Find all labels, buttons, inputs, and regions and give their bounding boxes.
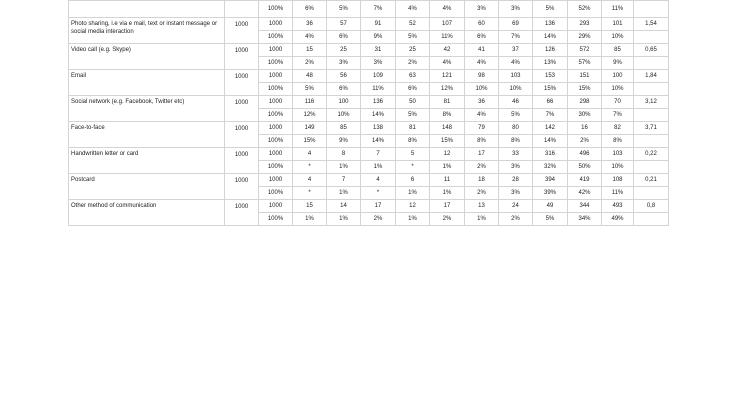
percent-cell — [634, 31, 669, 44]
count-cell: 126 — [533, 44, 568, 57]
percent-cell: 5% — [327, 1, 361, 18]
row-label: Face-to-face — [69, 122, 225, 148]
count-cell: 13 — [465, 200, 499, 213]
table-row — [69, 44, 669, 57]
percent-cell: 1% — [430, 161, 465, 174]
percent-cell: 15% — [533, 83, 568, 96]
percent-cell: 1% — [396, 213, 430, 226]
count-cell: 148 — [430, 122, 465, 135]
percent-cell: 1% — [396, 187, 430, 200]
percent-cell: 4% — [430, 57, 465, 70]
count-cell: 149 — [293, 122, 327, 135]
row-base: 1000 — [225, 70, 259, 96]
count-cell: 36 — [293, 18, 327, 31]
count-cell: 1000 — [259, 18, 293, 31]
count-cell: 7 — [327, 174, 361, 187]
table-row — [69, 148, 669, 161]
count-cell: 109 — [361, 70, 396, 83]
count-cell: 17 — [430, 200, 465, 213]
count-cell: 33 — [499, 148, 533, 161]
count-cell: 49 — [533, 200, 568, 213]
count-cell: 100 — [327, 96, 361, 109]
percent-cell: 14% — [533, 135, 568, 148]
count-cell: 82 — [602, 122, 634, 135]
count-cell: 0,8 — [634, 200, 669, 213]
count-cell: 18 — [465, 174, 499, 187]
count-cell: 63 — [396, 70, 430, 83]
percent-cell: 7% — [499, 31, 533, 44]
percent-cell: 6% — [327, 83, 361, 96]
count-cell: 14 — [327, 200, 361, 213]
row-base: 1000 — [225, 148, 259, 174]
count-cell: 394 — [533, 174, 568, 187]
row-base: 1000 — [225, 122, 259, 148]
percent-cell: 4% — [293, 31, 327, 44]
count-cell: 108 — [602, 174, 634, 187]
percent-cell: 4% — [430, 1, 465, 18]
count-cell: 66 — [533, 96, 568, 109]
count-cell: 25 — [327, 44, 361, 57]
percent-cell: 2% — [293, 57, 327, 70]
row-label: Postcard — [69, 174, 225, 200]
count-cell: 138 — [361, 122, 396, 135]
count-cell: 15 — [293, 200, 327, 213]
count-cell: 98 — [465, 70, 499, 83]
percent-cell: 6% — [327, 31, 361, 44]
percent-cell: 8% — [499, 135, 533, 148]
percent-cell: 11% — [602, 187, 634, 200]
percent-cell: 11% — [361, 83, 396, 96]
percent-cell: 14% — [361, 135, 396, 148]
count-cell: 151 — [568, 70, 602, 83]
percent-cell — [634, 187, 669, 200]
table-row — [69, 122, 669, 135]
row-base: 1000 — [225, 18, 259, 44]
count-cell: 81 — [430, 96, 465, 109]
count-cell: 16 — [568, 122, 602, 135]
percent-cell: 1% — [327, 213, 361, 226]
percent-cell: 7% — [361, 1, 396, 18]
count-cell: 4 — [293, 148, 327, 161]
count-cell: 17 — [465, 148, 499, 161]
count-cell: 56 — [327, 70, 361, 83]
percent-cell: * — [293, 161, 327, 174]
percent-cell: 2% — [361, 213, 396, 226]
percent-cell — [634, 135, 669, 148]
table-row-partial — [69, 1, 669, 18]
count-cell: 11 — [430, 174, 465, 187]
count-cell: 70 — [602, 96, 634, 109]
row-base — [225, 1, 259, 18]
count-cell: 1,84 — [634, 70, 669, 83]
count-cell: 25 — [396, 44, 430, 57]
percent-cell: 52% — [568, 1, 602, 18]
percent-cell: 3% — [499, 161, 533, 174]
count-cell: 79 — [465, 122, 499, 135]
percent-cell: 3% — [465, 1, 499, 18]
percent-cell: 9% — [361, 31, 396, 44]
percent-cell: 42% — [568, 187, 602, 200]
percent-cell: 3% — [499, 187, 533, 200]
percent-cell: 100% — [259, 57, 293, 70]
count-cell: 3,71 — [634, 122, 669, 135]
percent-cell: 2% — [465, 187, 499, 200]
count-cell: 1000 — [259, 122, 293, 135]
percent-cell: 9% — [327, 135, 361, 148]
percent-cell: * — [396, 161, 430, 174]
percent-cell: 8% — [602, 135, 634, 148]
count-cell: 31 — [361, 44, 396, 57]
percent-cell: 39% — [533, 187, 568, 200]
table-row — [69, 174, 669, 187]
percent-cell: 1% — [430, 187, 465, 200]
percent-cell: 10% — [327, 109, 361, 122]
count-cell: 419 — [568, 174, 602, 187]
table-row — [69, 18, 669, 31]
percent-cell — [634, 213, 669, 226]
percent-cell: 1% — [327, 161, 361, 174]
percent-cell: 7% — [602, 109, 634, 122]
percent-cell: 34% — [568, 213, 602, 226]
percent-cell: * — [293, 187, 327, 200]
row-base: 1000 — [225, 200, 259, 226]
percent-cell: 30% — [568, 109, 602, 122]
percent-cell: 11% — [602, 1, 634, 18]
percent-cell: 10% — [465, 83, 499, 96]
count-cell: 0,22 — [634, 148, 669, 161]
percent-cell: 32% — [533, 161, 568, 174]
percent-cell: 14% — [533, 31, 568, 44]
percent-cell: 14% — [361, 109, 396, 122]
count-cell: 121 — [430, 70, 465, 83]
percent-cell: 49% — [602, 213, 634, 226]
percent-cell — [634, 161, 669, 174]
count-cell: 1000 — [259, 70, 293, 83]
count-cell: 101 — [602, 18, 634, 31]
percent-cell — [634, 83, 669, 96]
count-cell: 344 — [568, 200, 602, 213]
count-cell: 0,65 — [634, 44, 669, 57]
percent-cell: 1% — [361, 161, 396, 174]
row-label: Video call (e.g. Skype) — [69, 44, 225, 70]
row-label — [69, 1, 225, 18]
count-cell: 28 — [499, 174, 533, 187]
percent-cell: 5% — [499, 109, 533, 122]
percent-cell: 4% — [465, 109, 499, 122]
count-cell: 41 — [465, 44, 499, 57]
percent-cell: 100% — [259, 187, 293, 200]
percent-cell: 100% — [259, 109, 293, 122]
count-cell: 57 — [327, 18, 361, 31]
percent-cell: 8% — [465, 135, 499, 148]
percent-cell: 2% — [499, 213, 533, 226]
percent-cell: 50% — [568, 161, 602, 174]
row-label: Handwritten letter or card — [69, 148, 225, 174]
percent-cell: 6% — [293, 1, 327, 18]
count-cell: 493 — [602, 200, 634, 213]
percent-cell: 2% — [465, 161, 499, 174]
count-cell: 4 — [293, 174, 327, 187]
percent-cell: 2% — [568, 135, 602, 148]
percent-cell: 2% — [430, 213, 465, 226]
percent-cell: 15% — [568, 83, 602, 96]
percent-cell: 8% — [396, 135, 430, 148]
percent-cell: 100% — [259, 31, 293, 44]
percent-cell: 4% — [499, 57, 533, 70]
count-cell: 7 — [361, 148, 396, 161]
percent-cell: 4% — [465, 57, 499, 70]
percent-cell — [634, 57, 669, 70]
percent-cell: 5% — [533, 1, 568, 18]
count-cell: 1000 — [259, 174, 293, 187]
percent-cell: 100% — [259, 135, 293, 148]
percent-cell: 100% — [259, 161, 293, 174]
count-cell: 298 — [568, 96, 602, 109]
percent-cell: 57% — [568, 57, 602, 70]
count-cell: 48 — [293, 70, 327, 83]
count-cell: 24 — [499, 200, 533, 213]
count-cell: 17 — [361, 200, 396, 213]
count-cell: 85 — [327, 122, 361, 135]
table-row — [69, 200, 669, 213]
count-cell: 81 — [396, 122, 430, 135]
percent-cell: 100% — [259, 1, 293, 18]
count-cell: 136 — [533, 18, 568, 31]
count-cell: 142 — [533, 122, 568, 135]
row-label: Email — [69, 70, 225, 96]
percent-cell: 2% — [396, 57, 430, 70]
percent-cell: 12% — [430, 83, 465, 96]
count-cell: 153 — [533, 70, 568, 83]
count-cell: 1,54 — [634, 18, 669, 31]
row-base: 1000 — [225, 44, 259, 70]
percent-cell: 10% — [499, 83, 533, 96]
percent-cell: 3% — [327, 57, 361, 70]
row-base: 1000 — [225, 96, 259, 122]
percent-cell: 1% — [327, 187, 361, 200]
count-cell: 52 — [396, 18, 430, 31]
percent-cell: 15% — [293, 135, 327, 148]
count-cell: 1000 — [259, 96, 293, 109]
count-cell: 60 — [465, 18, 499, 31]
count-cell: 316 — [533, 148, 568, 161]
count-cell: 293 — [568, 18, 602, 31]
percent-cell: 6% — [396, 83, 430, 96]
count-cell: 46 — [499, 96, 533, 109]
count-cell: 36 — [465, 96, 499, 109]
count-cell: 116 — [293, 96, 327, 109]
percent-cell: 10% — [602, 83, 634, 96]
row-label: Other method of communication — [69, 200, 225, 226]
percent-cell: 3% — [499, 1, 533, 18]
percent-cell: 9% — [602, 57, 634, 70]
percent-cell: 100% — [259, 213, 293, 226]
percent-cell: * — [361, 187, 396, 200]
percent-cell: 8% — [430, 109, 465, 122]
percent-cell — [634, 109, 669, 122]
count-cell: 8 — [327, 148, 361, 161]
count-cell: 136 — [361, 96, 396, 109]
count-cell: 12 — [396, 200, 430, 213]
count-cell: 0,21 — [634, 174, 669, 187]
percent-cell: 3% — [361, 57, 396, 70]
percent-cell: 10% — [602, 161, 634, 174]
percent-cell: 5% — [396, 31, 430, 44]
count-cell: 1000 — [259, 148, 293, 161]
count-cell: 15 — [293, 44, 327, 57]
percent-cell: 4% — [396, 1, 430, 18]
row-label: Social network (e.g. Facebook, Twitter etc) — [69, 96, 225, 122]
percent-cell: 15% — [430, 135, 465, 148]
count-cell: 107 — [430, 18, 465, 31]
percent-cell: 5% — [533, 213, 568, 226]
table-row — [69, 70, 669, 83]
survey-table — [68, 0, 669, 226]
percent-cell: 5% — [293, 83, 327, 96]
count-cell: 4 — [361, 174, 396, 187]
percent-cell: 10% — [602, 31, 634, 44]
count-cell: 80 — [499, 122, 533, 135]
percent-cell: 5% — [396, 109, 430, 122]
count-cell: 5 — [396, 148, 430, 161]
count-cell: 103 — [499, 70, 533, 83]
count-cell: 572 — [568, 44, 602, 57]
count-cell: 103 — [602, 148, 634, 161]
percent-cell: 7% — [533, 109, 568, 122]
count-cell: 1000 — [259, 200, 293, 213]
percent-cell: 12% — [293, 109, 327, 122]
count-cell: 12 — [430, 148, 465, 161]
count-cell: 6 — [396, 174, 430, 187]
count-cell: 496 — [568, 148, 602, 161]
count-cell: 50 — [396, 96, 430, 109]
percent-cell: 29% — [568, 31, 602, 44]
row-label: Photo sharing, i.e via e mail, text or instant message or social media interaction — [69, 18, 225, 44]
count-cell: 100 — [602, 70, 634, 83]
count-cell: 42 — [430, 44, 465, 57]
percent-cell: 11% — [430, 31, 465, 44]
percent-cell: 1% — [293, 213, 327, 226]
percent-cell: 1% — [465, 213, 499, 226]
percent-cell — [634, 1, 669, 18]
percent-cell: 13% — [533, 57, 568, 70]
percent-cell: 100% — [259, 83, 293, 96]
percent-cell: 6% — [465, 31, 499, 44]
count-cell: 3,12 — [634, 96, 669, 109]
count-cell: 37 — [499, 44, 533, 57]
count-cell: 1000 — [259, 44, 293, 57]
row-base: 1000 — [225, 174, 259, 200]
table-row — [69, 96, 669, 109]
count-cell: 69 — [499, 18, 533, 31]
count-cell: 85 — [602, 44, 634, 57]
count-cell: 91 — [361, 18, 396, 31]
